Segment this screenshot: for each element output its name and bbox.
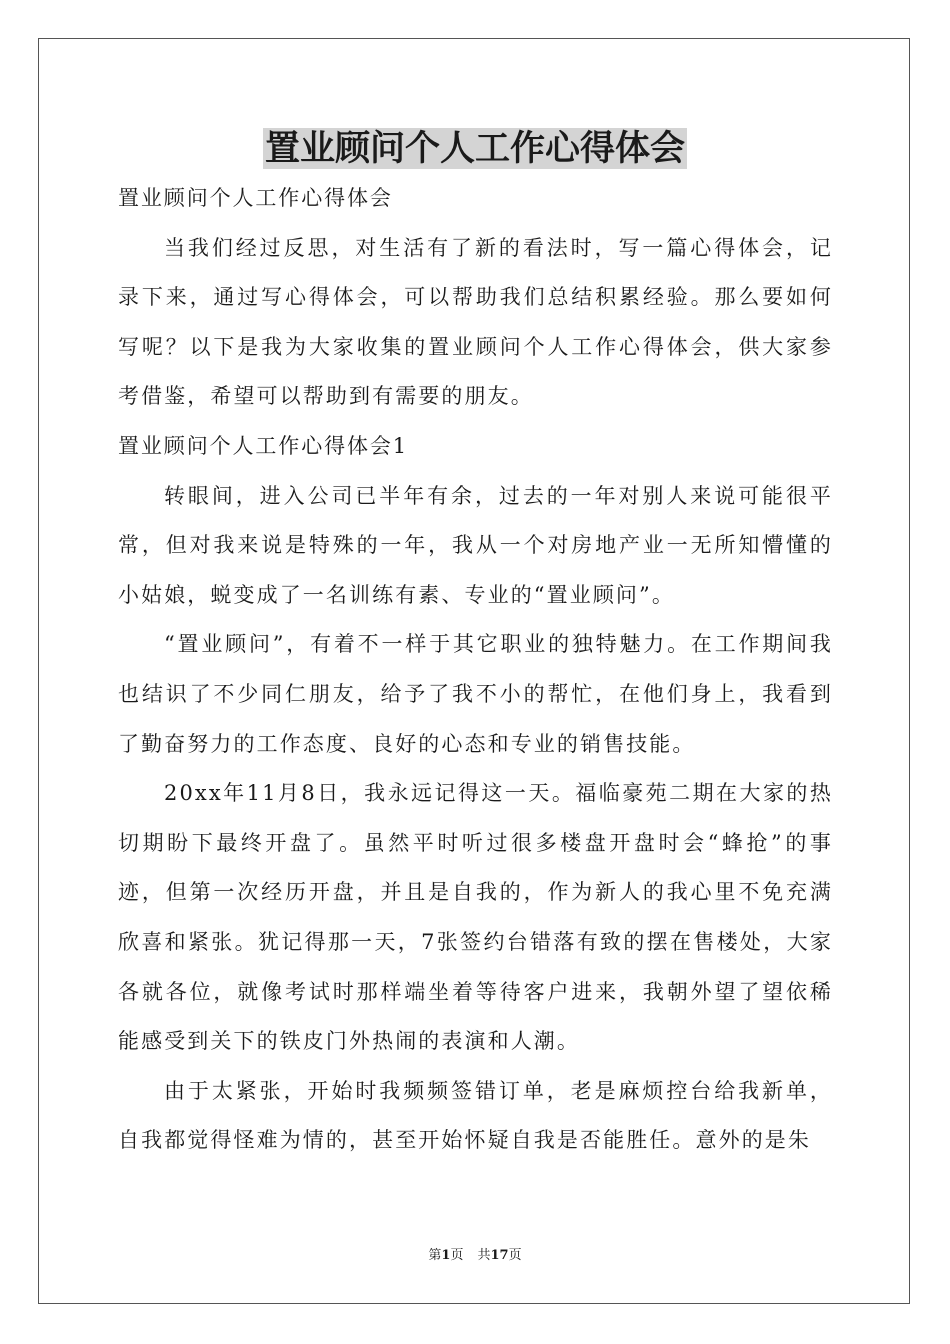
subtitle-paragraph: 置业顾问个人工作心得体会 [118, 186, 393, 210]
footer-page-total: 17 [490, 1248, 509, 1263]
document-title-text: 置业顾问个人工作心得体会 [264, 128, 685, 169]
document-body [118, 174, 833, 1166]
document-title [0, 124, 950, 174]
intro-paragraph: 当我们经过反思，对生活有了新的看法时，写一篇心得体会，记录下来，通过写心得体会，可以帮助我们总结积累经验。那么要如何写呢？以下是我为大家收集的置业顾问个人工作心得体会，供大家参考借鉴，希望可以帮助到有需要的朋友。 [118, 235, 833, 409]
body-paragraph: 由于太紧张，开始时我频频签错订单，老是麻烦控台给我新单，自我都觉得怪难为情的，甚至开始怀疑自我是否能胜任。意外的是朱 [118, 1078, 833, 1153]
page-footer [0, 1247, 950, 1265]
body-paragraph: 转眼间，进入公司已半年有余，过去的一年对别人来说可能很平常，但对我来说是特殊的一年，我从一个对房地产业一无所知懵懂的小姑娘，蜕变成了一名训练有素、专业的“置业顾问”。 [118, 483, 833, 607]
body-paragraph: “置业顾问”，有着不一样于其它职业的独特魅力。在工作期间我也结识了不少同仁朋友，给予了我不小的帮忙，在他们身上，我看到了勤奋努力的工作态度、良好的心态和专业的销售技能。 [118, 632, 833, 756]
footer-page-prefix: 第 [428, 1248, 442, 1263]
footer-total-suffix: 页 [508, 1248, 522, 1263]
body-paragraph: 20xx年11月8日，我永远记得这一天。福临豪苑二期在大家的热切期盼下最终开盘了。虽然平时听过很多楼盘开盘时会“蜂抢”的事迹，但第一次经历开盘，并且是自我的，作为新人的我心里不免充满欣喜和紧张。犹记得那一天，7张签约台错落有致的摆在售楼处，大家各就各位，就像考试时那样端坐着等待客户进来，我朝外望了望依稀能感受到关下的铁皮门外热闹的表演和人潮。 [118, 781, 833, 1054]
section-heading: 置业顾问个人工作心得体会1 [118, 433, 409, 458]
footer-page-suffix: 页 [450, 1248, 464, 1263]
footer-total-prefix: 共 [477, 1248, 491, 1263]
footer-page-current: 1 [441, 1248, 451, 1263]
